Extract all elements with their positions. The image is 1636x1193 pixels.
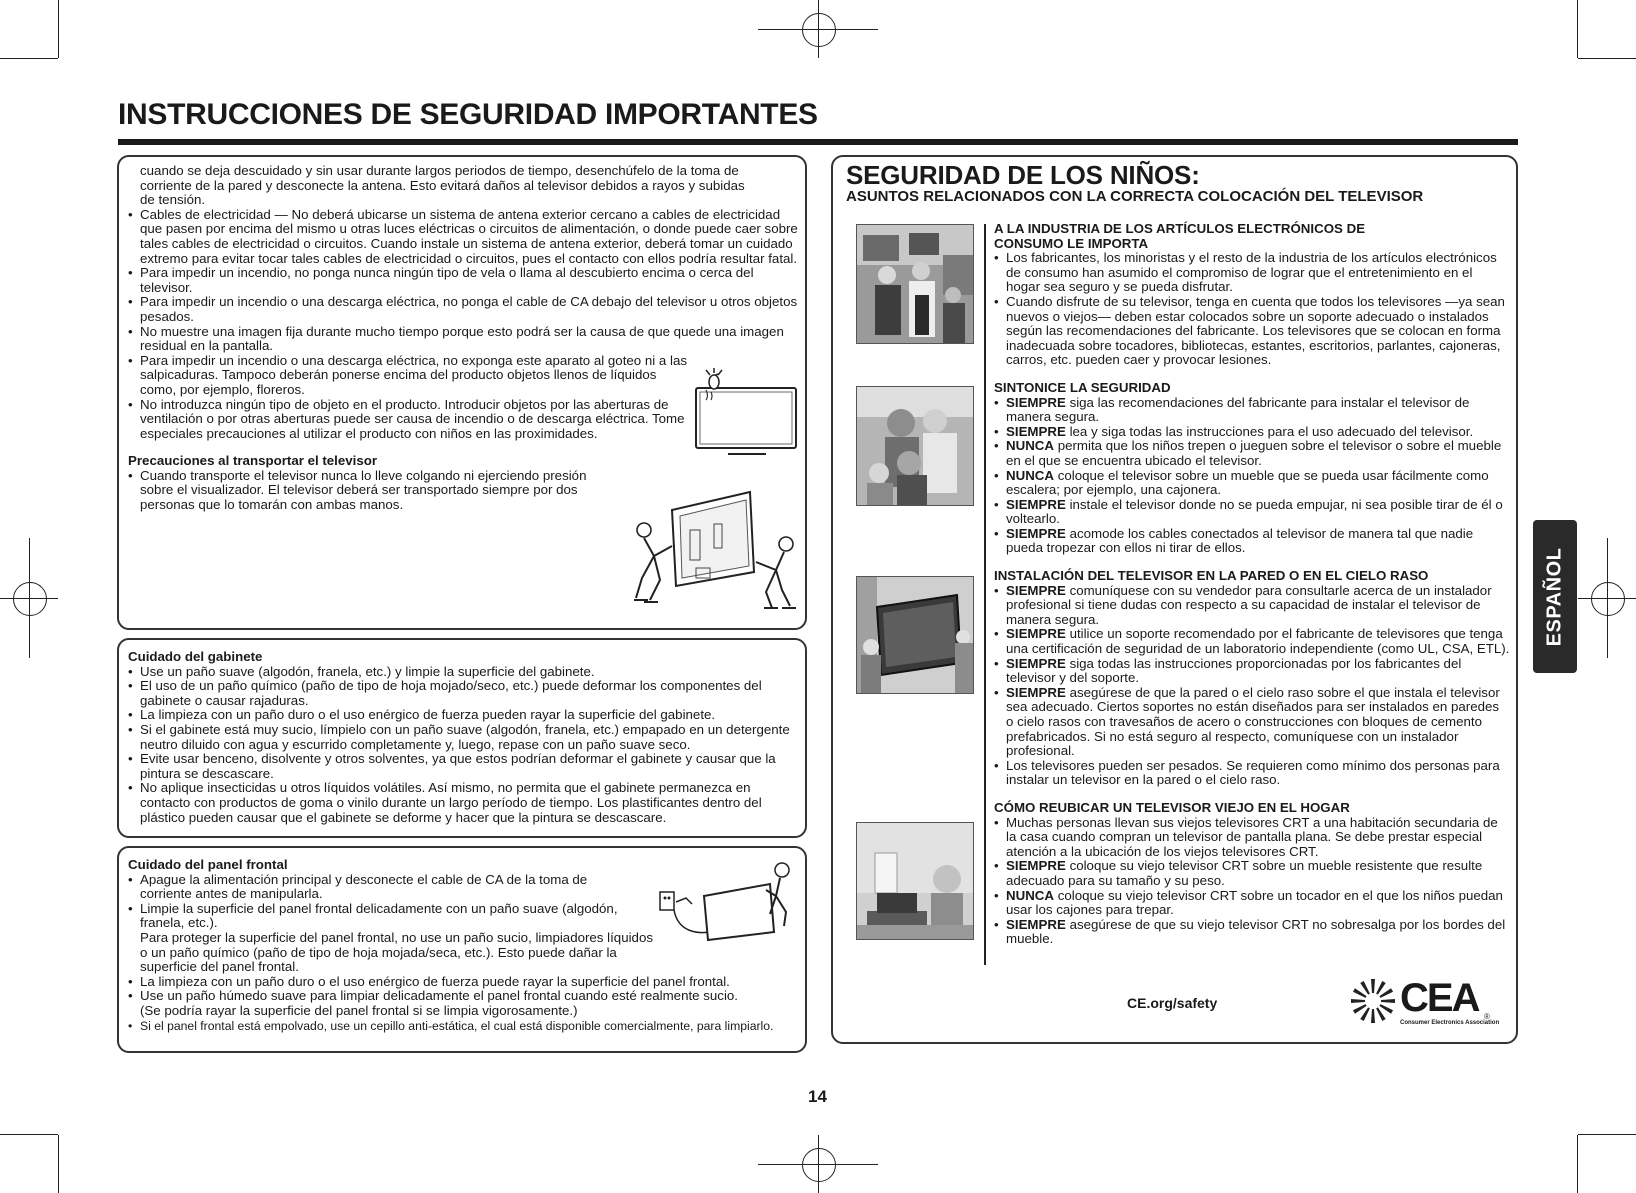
list-item-text: lea y siga todas las instrucciones para el uso adecuado del televisor. bbox=[1069, 423, 1474, 439]
language-tab-label: ESPAÑOL bbox=[1543, 547, 1566, 646]
section-heading: CÓMO REUBICAR UN TELEVISOR VIEJO EN EL HOGAR bbox=[994, 799, 1350, 815]
transport-bullet-list bbox=[128, 469, 616, 513]
list-item-text: siga las recomendaciones del fabricante para instalar el televisor de manera segura. bbox=[1006, 394, 1470, 425]
list-item bbox=[128, 902, 660, 975]
registration-mark-bottom bbox=[758, 1135, 878, 1193]
list-item: • Cuando disfrute de su televisor, tenga en cuenta que todos los televisores —ya sean nuevos o viejos— deben estar colocados sobre un soporte adecuado o instalados según las recomendaciones del fabricante. Los televisores que se colocan en forma inadecuada sobre tocadores, bibliotecas, estantes, escritorios, parlantes, cajoneras, carros, etc. pueden caer y provocar lesiones. bbox=[994, 295, 1510, 368]
list-item-note: Para proteger la superficie del panel frontal, no use un paño sucio, limpiadores líquidos o un paño químico (paño de tipo de hoja mojada/seca, etc.). Esto puede dañar la superficie del panel frontal. bbox=[140, 929, 653, 975]
registration-mark-top bbox=[758, 0, 878, 58]
list-item bbox=[994, 889, 1510, 918]
tv-with-vase-illustration bbox=[692, 368, 802, 462]
cabinet-care-text bbox=[128, 650, 800, 825]
photo-child-with-crt-tv bbox=[856, 822, 974, 940]
list-item bbox=[994, 584, 1510, 628]
unplug-cleaning-illustration bbox=[658, 862, 804, 942]
always-label: SIEMPRE bbox=[1006, 423, 1066, 439]
list-item bbox=[994, 498, 1510, 527]
list-item: • Cables de electricidad — No deberá ubicarse un sistema de antena exterior cercano a cables de electricidad que pasen por encima del mismo u otras luces eléctricas o circuitos de alimentación, o donde puede caer sobre tales cables de electricidad o circuitos. Cuando instale un sistema de antena exterior, deberá tomar un cuidado extremo para evitar tocar tales cables de electricidad o circuitos, pues el contacto con ellos podría resultar fatal. bbox=[128, 208, 800, 266]
list-item: • La limpieza con un paño duro o el uso enérgico de fuerza puede rayar la superficie del panel frontal. bbox=[128, 975, 800, 990]
continuation-line: corriente de la pared y desconecte la antena. Esto evitará daños al televisor debidos a rayos y subidas bbox=[140, 177, 745, 193]
list-item bbox=[994, 425, 1510, 440]
always-label: SIEMPRE bbox=[1006, 525, 1066, 541]
list-item-text: asegúrese de que la pared o el cielo raso sobre el que instala el televisor sea adecuado. Ciertos soportes no están diseñados para ser instalados en paredes o cielo rasos con travesaños de acero o construcciones con bloques de cemento prefabricados. Si no está seguro al respecto, comuníquese con un instalador profesional. bbox=[1006, 684, 1500, 759]
list-item: • Si el panel frontal está empolvado, use un cepillo anti-estática, el cual está disponible comercialmente, para limpiarlo. bbox=[128, 1019, 800, 1034]
list-item bbox=[994, 527, 1510, 556]
front-panel-heading: Cuidado del panel frontal bbox=[128, 857, 288, 872]
registration-mark-right bbox=[1578, 538, 1636, 658]
list-item: • No aplique insecticidas u otros líquidos volátiles. Así mismo, no permita que el gabinete permanezca en contacto con productos de goma o vinilo durante un largo período de tiempo. Los plastificantes dentro del plástico pueden causar que el gabinete se deforme y hacer que la pintura se descascare. bbox=[128, 781, 800, 825]
industry-bullet-list bbox=[994, 251, 1510, 368]
child-safety-title: SEGURIDAD DE LOS NIÑOS: bbox=[846, 160, 1200, 190]
cabinet-care-heading: Cuidado del gabinete bbox=[128, 649, 263, 664]
list-item: • Para impedir un incendio, no ponga nunca ningún tipo de vela o llama al descubierto encima o cerca del televisor. bbox=[128, 266, 800, 295]
cea-burst-icon bbox=[1350, 978, 1396, 1024]
relocate-bullet-list bbox=[994, 816, 1510, 947]
list-item bbox=[128, 989, 800, 1018]
always-label: SIEMPRE bbox=[1006, 916, 1066, 932]
list-item bbox=[994, 439, 1510, 468]
section-heading: INSTALACIÓN DEL TELEVISOR EN LA PARED O EN EL CIELO RASO bbox=[994, 568, 1429, 584]
always-label: SIEMPRE bbox=[1006, 582, 1066, 598]
cea-logo-reg: ® bbox=[1484, 1012, 1490, 1021]
list-item-text: instale el televisor donde no se pueda empujar, ni sea posible tirar de él o voltearlo. bbox=[1006, 496, 1503, 527]
list-item-text: asegúrese de que su viejo televisor CRT no sobresalga por los bordes del mueble. bbox=[1006, 916, 1506, 947]
never-label: NUNCA bbox=[1006, 467, 1055, 483]
continuation-line: de tensión. bbox=[140, 192, 206, 208]
transport-heading: Precauciones al transportar el televisor bbox=[128, 453, 378, 469]
continuation-line: cuando se deja descuidado y sin usar durante largos periodos de tiempo, desenchúfelo de la toma de bbox=[140, 163, 739, 178]
cabinet-bullet-list bbox=[128, 665, 800, 826]
photo-store-shopping bbox=[856, 224, 974, 344]
section-divider-bar bbox=[984, 224, 986, 965]
list-item-text: comuníquese con su vendedor para consultarle acerca de un instalador profesional si tiene dudas con respecto a su capacidad de instalar el televisor de manera segura. bbox=[1006, 582, 1492, 627]
list-item bbox=[994, 686, 1510, 759]
photo-wall-mount-install bbox=[856, 576, 974, 694]
tune-safety-bullet-list bbox=[994, 396, 1510, 557]
never-label: NUNCA bbox=[1006, 887, 1055, 903]
list-item: • Para impedir un incendio o una descarga eléctrica, no exponga este aparato al goteo ni a las salpicaduras. Tampoco deberán ponerse encima del producto objetos llenos de líquidos como, por ejemplo, floreros. bbox=[128, 354, 696, 398]
page-title: INSTRUCCIONES DE SEGURIDAD IMPORTANTES bbox=[118, 98, 818, 131]
always-label: SIEMPRE bbox=[1006, 684, 1066, 700]
always-label: SIEMPRE bbox=[1006, 496, 1066, 512]
list-item-note: (Se podría rayar la superficie del panel frontal si se limpia vigorosamente.) bbox=[140, 1002, 578, 1018]
photo-family-watching-tv bbox=[856, 386, 974, 506]
always-label: SIEMPRE bbox=[1006, 394, 1066, 410]
section-heading: CONSUMO LE IMPORTA bbox=[994, 235, 1149, 251]
list-item-text: Use un paño húmedo suave para limpiar delicadamente el panel frontal cuando esté realmente sucio. bbox=[140, 988, 738, 1004]
list-item: • Si el gabinete está muy sucio, límpielo con un paño suave (algodón, franela, etc.) empapado en un detergente neutro diluido con agua y escurrido completamente y, luego, repase con un paño suave seco. bbox=[128, 723, 800, 752]
list-item: • Muchas personas llevan sus viejos televisores CRT a una habitación secundaria de la casa cuando compran un televisor de pantalla plana. Se debe prestar especial atención a la ubicación de los viejos televisores CRT. bbox=[994, 816, 1510, 860]
list-item: • Use un paño suave (algodón, franela, etc.) y limpie la superficie del gabinete. bbox=[128, 665, 800, 680]
child-safety-sections bbox=[994, 222, 1510, 947]
list-item: • La limpieza con un paño duro o el uso enérgico de fuerza pueden rayar la superficie del gabinete. bbox=[128, 708, 800, 723]
cea-logo-subtitle: Consumer Electronics Association bbox=[1400, 1020, 1500, 1026]
list-item-text: utilice un soporte recomendado por el fabricante de televisores que tenga una certificación de seguridad de un laboratorio independiente (como UL, CSA, ETL). bbox=[1006, 626, 1510, 657]
list-item-text: permita que los niños trepen o jueguen sobre el televisor o sobre el mueble en el que se encuentra ubicado el televisor. bbox=[1006, 438, 1502, 468]
title-rule bbox=[118, 139, 1518, 145]
child-safety-subtitle: ASUNTOS RELACIONADOS CON LA CORRECTA COLOCACIÓN DEL TELEVISOR bbox=[846, 188, 1424, 205]
safety-url[interactable]: CE.org/safety bbox=[1127, 995, 1218, 1011]
always-label: SIEMPRE bbox=[1006, 626, 1066, 642]
list-item-text: siga todas las instrucciones proporcionadas por los fabricantes del televisor y del soporte. bbox=[1006, 655, 1462, 686]
list-item: • Apague la alimentación principal y desconecte el cable de CA de la toma de corriente antes de manipularla. bbox=[128, 873, 640, 902]
list-item: • Evite usar benceno, disolvente y otros solventes, ya que estos podrían deformar el gabinete y causar que la pintura se descascare. bbox=[128, 752, 800, 781]
list-item: • Los fabricantes, los minoristas y el resto de la industria de los artículos electrónicos de consumo han asumido el compromiso de lograr que el entretenimiento en el hogar sea seguro y se pueda disfrutar. bbox=[994, 251, 1510, 295]
list-item bbox=[994, 469, 1510, 498]
list-item: • Para impedir un incendio o una descarga eléctrica, no ponga el cable de CA debajo del televisor u otros objetos pesados. bbox=[128, 295, 800, 324]
tv-carrying-illustration bbox=[630, 490, 800, 612]
section-heading: A LA INDUSTRIA DE LOS ARTÍCULOS ELECTRÓNICOS DE bbox=[994, 221, 1366, 236]
list-item-text: acomode los cables conectados al televisor de manera tal que nadie pueda tropezar con ellos ni tirar de ellos. bbox=[1006, 525, 1474, 556]
wall-mount-bullet-list bbox=[994, 584, 1510, 788]
list-item bbox=[994, 627, 1510, 656]
list-item-text: coloque el televisor sobre un mueble que se pueda usar fácilmente como escalera; por ejemplo, una cajonera. bbox=[1006, 467, 1489, 498]
cea-logo-text: CEA bbox=[1400, 976, 1479, 1020]
always-label: SIEMPRE bbox=[1006, 858, 1066, 874]
cea-logo bbox=[1350, 976, 1500, 1030]
list-item-text: coloque su viejo televisor CRT sobre un mueble resistente que resulte adecuado para su tamaño y su peso. bbox=[1006, 858, 1483, 888]
list-item: • El uso de un paño químico (paño de tipo de hoja mojado/seco, etc.) puede deformar los componentes del gabinete o causar rajaduras. bbox=[128, 679, 800, 708]
list-item: • Los televisores pueden ser pesados. Se requieren como mínimo dos personas para instalar un televisor en la pared o el cielo raso. bbox=[994, 759, 1510, 788]
list-item: • Cuando transporte el televisor nunca lo lleve colgando ni ejerciendo presión sobre el visualizador. El televisor deberá ser transportado siempre por dos personas que lo tomarán con ambas manos. bbox=[128, 469, 616, 513]
list-item-text: coloque su viejo televisor CRT sobre un tocador en el que los niños puedan usar los cajones para trepar. bbox=[1006, 887, 1503, 918]
list-item-text: Limpie la superficie del panel frontal delicadamente con un paño suave (algodón, franela, etc.). bbox=[140, 900, 618, 931]
list-item bbox=[994, 396, 1510, 425]
list-item: • No introduzca ningún tipo de objeto en el producto. Introducir objetos por las aberturas de ventilación o por otras aberturas puede ser causa de incendio o de descarga eléctrica. Tome especiales precauciones al utilizar el producto con niños en las proximidades. bbox=[128, 398, 696, 442]
never-label: NUNCA bbox=[1006, 438, 1055, 454]
list-item bbox=[994, 859, 1510, 888]
section-heading: SINTONICE LA SEGURIDAD bbox=[994, 379, 1171, 395]
list-item bbox=[994, 657, 1510, 686]
list-item: • No muestre una imagen fija durante mucho tiempo porque esto podrá ser la causa de que quede una imagen residual en la pantalla. bbox=[128, 325, 800, 354]
registration-mark-left bbox=[0, 538, 58, 658]
language-tab bbox=[1533, 520, 1577, 673]
page-number: 14 bbox=[808, 1087, 827, 1106]
list-item bbox=[994, 918, 1510, 947]
always-label: SIEMPRE bbox=[1006, 655, 1066, 671]
